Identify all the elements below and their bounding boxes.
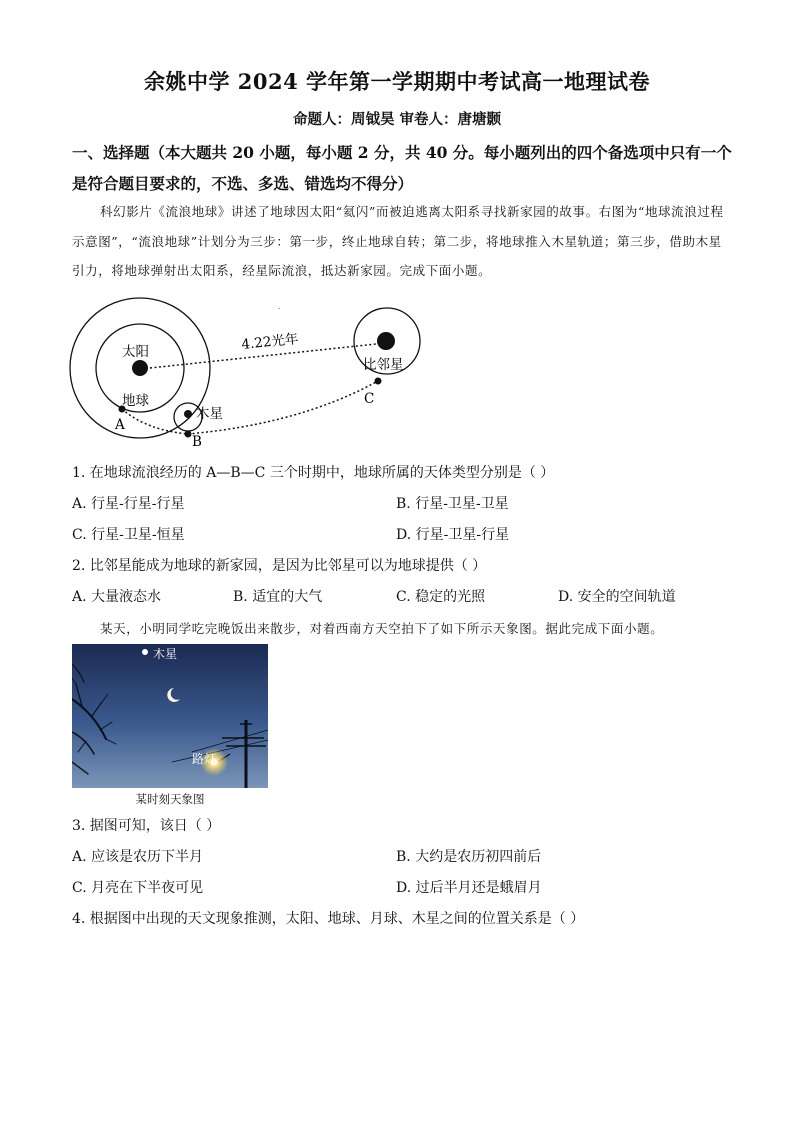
jupiter-dot: [184, 410, 192, 418]
point-b-label: B: [192, 434, 202, 450]
jupiter-point: [142, 649, 148, 655]
q1-option-c: C. 行星-卫星-恒星: [72, 527, 185, 543]
jupiter-label: 木星: [196, 406, 223, 422]
question-3-stem: 3. 据图可知，该日（ ）: [72, 818, 221, 834]
sky-photo: [72, 644, 268, 788]
q1-option-b: B. 行星-卫星-卫星: [396, 496, 509, 512]
passage-wandering-earth: 科幻影片《流浪地球》讲述了地球因太阳“氦闪”而被迫逃离太阳系寻找新家园的故事。右图为“地球流浪过程示意图”，“流浪地球”计划分为三步：第一步，终止地球自转；第二步，将地球推入木星轨道；第三步，借助木星引力，将地球弹射出太阳系，经星际流浪，抵达新家园。完成下面小题。: [72, 204, 724, 278]
page-title: 余姚中学 2024 学年第一学期期中考试高一地理试卷: [143, 69, 651, 94]
photo-jupiter-label: 木星: [153, 647, 178, 661]
question-2-stem: 2. 比邻星能成为地球的新家园，是因为比邻星可以为地球提供（ ）: [72, 558, 487, 574]
photo-caption: 某时刻天象图: [135, 792, 205, 806]
q2-option-a: A. 大量液态水: [72, 589, 162, 605]
q3-option-b: B. 大约是农历初四前后: [396, 849, 542, 865]
section-heading: 一、选择题（本大题共 20 小题，每小题 2 分，共 40 分。每小题列出的四个备选项中只有一个是符合题目要求的，不选、多选、错选均不得分）: [72, 143, 732, 193]
proxima-label: 比邻星: [363, 357, 404, 373]
q2-option-d: D. 安全的空间轨道: [558, 589, 676, 605]
q3-option-a: A. 应该是农历下半月: [72, 849, 204, 865]
distance-label: 4.22光年: [240, 331, 300, 353]
earth-label: 地球: [122, 393, 149, 409]
q2-option-c: C. 稳定的光照: [396, 589, 486, 605]
path-a-b: [122, 409, 188, 434]
point-a-label: A: [115, 417, 125, 433]
sun-dot: [132, 360, 148, 376]
q1-option-a: A. 行星-行星-行星: [72, 496, 185, 512]
wandering-earth-diagram: [60, 296, 440, 456]
author-line: 命题人：周钺昊 审卷人：唐塘颢: [292, 111, 502, 128]
proxima-dot: [377, 332, 395, 350]
question-4-stem: 4. 根据图中出现的天文现象推测，太阳、地球、月球、木星之间的位置关系是（ ）: [72, 911, 585, 927]
q2-option-b: B. 适宜的大气: [233, 589, 323, 605]
photo-lamp-label: 路灯: [192, 752, 217, 766]
question-1-stem: 1. 在地球流浪经历的 A—B—C 三个时期中，地球所属的天体类型分别是（ ）: [72, 465, 555, 481]
passage-sky-photo: 某天，小明同学吃完晚饭出来散步，对着西南方天空拍下了如下所示天象图。据此完成下面小题。: [100, 621, 664, 636]
point-c-label: C: [364, 391, 375, 407]
q3-option-d: D. 过后半月还是蛾眉月: [396, 880, 542, 896]
q3-option-c: C. 月亮在下半夜可见: [72, 880, 204, 896]
q1-option-d: D. 行星-卫星-行星: [396, 527, 510, 543]
sun-label: 太阳: [122, 344, 149, 360]
